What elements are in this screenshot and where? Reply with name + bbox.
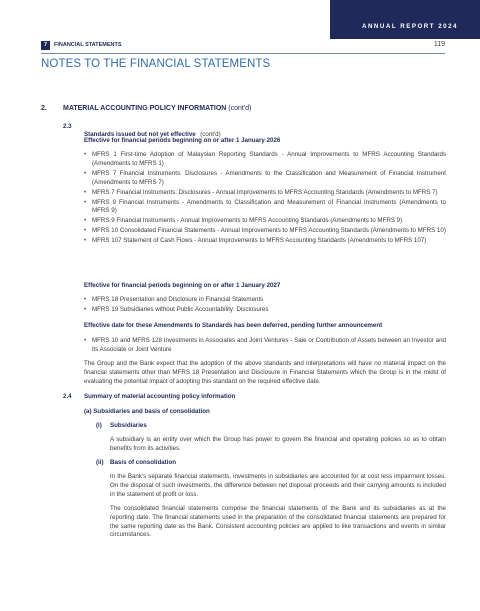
closing-paragraph: The Group and the Bank expect that the adoption of the above standards and interpretations will have no material impact on the financial statements other than MFRS 18 Presentation and Disclosure in Financial Statements which the Group is in the midst of evaluating the potential impact of adopting this standard on the required effective date. [84,360,446,385]
deferred-heading: Effective date for these Amendments to Standards has been deferred, pending further announcement [84,322,383,329]
list-item: • MFRS 19 Subsidiaries without Public Accountability: Disclosures [84,306,446,315]
list-item: • MFRS 9 Financial Instruments - Annual Improvements to MFRS Accounting Standards (Amendments to MFRS 9) [84,217,446,226]
item-ii-heading: Basis of consolidation [110,459,177,466]
subsection-2-3-cont: (cont'd) [200,131,221,138]
header-bar [0,0,480,39]
item-ii-text-1: In the Bank's separate financial statements, investments in subsidiaries are accounted for at cost less impairment losses. On the disposal of such investments, the difference between net disposal proceeds and their carrying amounts is included in the statement of profit or loss. [110,473,446,498]
list-item: • MFRS 9 Financial Instruments - Amendments to Classification and Measurement of Financial Instruments (Amendments to MFRS 9) [84,199,446,217]
list-item: • MFRS 18 Presentation and Disclosure in Financial Statements [84,296,446,305]
list-item: • MFRS 7 Financial Instruments: Disclosures - Amendments to the Classification and Measurement of Financial Instrument (Amendments to MFRS 7) [84,170,446,188]
note-heading-text: MATERIAL ACCOUNTING POLICY INFORMATION [63,105,227,112]
item-i-heading: Subsidiaries [110,422,147,429]
list-deferred [84,337,446,356]
report-label: ANNUAL REPORT 2024 [362,23,458,30]
item-ii-number: (ii) [96,459,104,466]
page-number: 119 [433,41,445,48]
item-i-text: A subsidiary is an entity over which the Group has power to govern the financial and operating policies so as to obtain benefits from its activities. [110,436,446,452]
note-heading [63,105,251,112]
list-item: • MFRS 10 Consolidated Financial Statements - Annual Improvements to MFRS Accounting Standards (Amendments to MFRS 10) [84,227,446,236]
note-heading-cont: (cont'd) [228,105,252,112]
subsection-2-3-title: Standards issued but not yet effective [84,131,196,138]
subsection-2-4-number: 2.4 [63,393,72,400]
note-number: 2. [41,105,47,112]
subsidiaries-heading: (a) Subsidiaries and basis of consolidation [84,408,210,415]
report-label-band [330,0,480,39]
list-item: • MFRS 10 and MFRS 128 Investments in Associates and Joint Ventures - Sale or Contribution of Assets between an Investor and its Associate or Joint Venture [84,337,446,355]
subsection-2-4-heading: Summary of material accounting policy information [84,393,236,400]
section-number-badge: 7 [41,41,50,50]
effective-2027-heading: Effective for financial periods beginning on or after 1 January 2027 [84,282,281,289]
list-2027 [84,296,446,316]
section-row [41,41,445,51]
page-title: NOTES TO THE FINANCIAL STATEMENTS [41,58,271,70]
item-i-number: (i) [96,422,102,429]
list-item: • MFRS 107 Statement of Cash Flows - Annual Improvements to MFRS Accounting Standards (Amendments to MFRS 107) [84,237,446,246]
list-item: • MFRS 1 First-time Adoption of Malaysian Reporting Standards - Annual Improvements to MFRS Accounting Standards (Amendments to MFRS 1) [84,151,446,169]
item-ii-text-2: The consolidated financial statements comprise the financial statements of the Bank and its subsidiaries as at the reporting date. The financial statements used in the preparation of the consolidated financial statements are prepared for the same reporting date as the Bank. Consistent accounting policies are applied to like transactions and events in similar circumstances. [110,505,446,539]
effective-2026-heading: Effective for financial periods beginning on or after 1 January 2026 [84,137,281,144]
subsection-2-3-number: 2.3 [63,123,72,130]
list-item: • MFRS 7 Financial Instruments: Disclosures - Annual Improvements to MFRS Accounting Standards (Amendments to MFRS 7) [84,189,446,198]
section-label: FINANCIAL STATEMENTS [54,42,122,48]
list-2026 [84,151,446,247]
header-divider [41,53,445,54]
